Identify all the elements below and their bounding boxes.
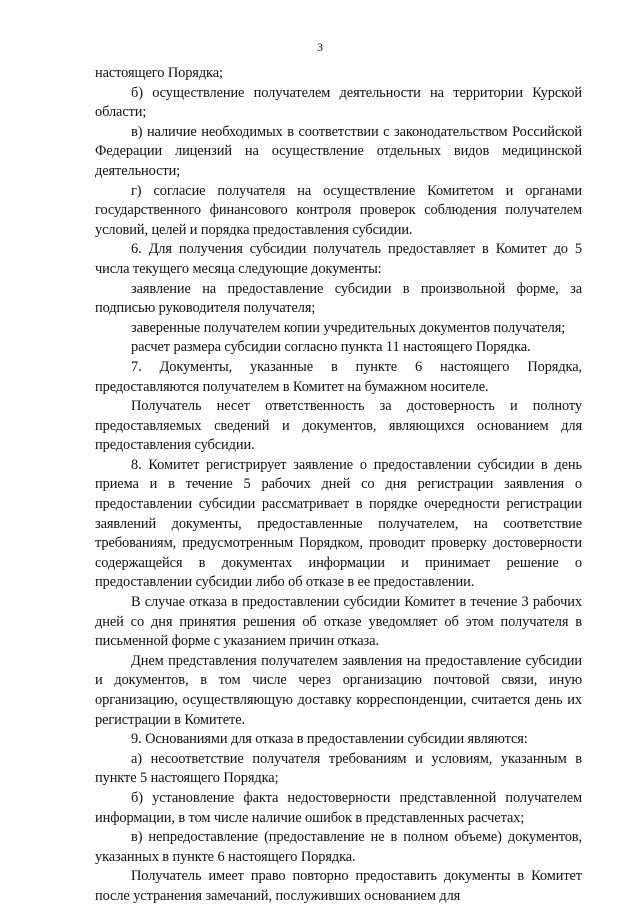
paragraph: г) согласие получателя на осуществление Комитетом и органами государственного финансового контроля проверок соблюдения получателем условий, целей и порядка предоставления субсидии. bbox=[95, 182, 582, 238]
paragraph: в) наличие необходимых в соответствии с законодательством Российской Федерации лицензий на осуществление отдельных видов медицинской деятельности; bbox=[95, 123, 582, 179]
paragraph: 7. Документы, указанные в пункте 6 настоящего Порядка, предоставляются получателем в Комитет на бумажном носителе. bbox=[95, 358, 582, 395]
paragraph: Получатель несет ответственность за достоверность и полноту предоставляемых сведений и документов, являющихся основанием для предоставления субсидии. bbox=[95, 398, 582, 454]
paragraph: б) установление факта недостоверности представленной получателем информации, в том числе наличие ошибок в представленных расчетах; bbox=[95, 789, 582, 826]
paragraph: а) несоответствие получателя требованиям и условиям, указанным в пункте 5 настоящего Порядка; bbox=[95, 750, 582, 787]
paragraph: настоящего Порядка; bbox=[95, 65, 223, 81]
paragraph: 8. Комитет регистрирует заявление о предоставлении субсидии в день приема и в течение 5 рабочих дней со дня регистрации заявления о предоставлении субсидии рассматривает в порядке очередности регистрации заявлений документы, предоставленные получателем, на соответствие требованиям, предусмотренным Порядком, проводит проверку достоверности содержащейся в документах информации и принимает решение о предоставлении субсидии либо об отказе в ее предоставлении. bbox=[95, 456, 582, 591]
paragraph: заверенные получателем копии учредительных документов получателя; bbox=[131, 319, 566, 336]
paragraph: 6. Для получения субсидии получатель предоставляет в Комитет до 5 числа текущего месяца следующие документы: bbox=[95, 241, 582, 277]
page-number: 3 bbox=[317, 40, 323, 54]
paragraph: 9. Основаниями для отказа в предоставлении субсидии являются: bbox=[131, 731, 528, 748]
paragraph: заявление на предоставление субсидии в произвольной форме, за подписью руководителя получателя; bbox=[95, 280, 582, 317]
paragraph: Днем представления получателем заявления на предоставление субсидии и документов, в том числе через организацию почтовой связи, иную организацию, осуществляющую доставку корреспонденции, считается день их регистрации в Комитете. bbox=[95, 652, 582, 728]
paragraph: расчет размера субсидии согласно пункта 11 настоящего Порядка. bbox=[131, 339, 531, 356]
paragraph: б) осуществление получателем деятельности на территории Курской области; bbox=[95, 84, 582, 121]
document-body bbox=[95, 64, 582, 907]
paragraph: в) непредоставление (предоставление не в полном объеме) документов, указанных в пункте 6 настоящего Порядка. bbox=[95, 829, 582, 865]
paragraph: Получатель имеет право повторно предоставить документы в Комитет после устранения замечаний, послуживших основанием для bbox=[95, 868, 582, 904]
paragraph: В случае отказа в предоставлении субсидии Комитет в течение 3 рабочих дней со дня принятия решения об отказе уведомляет об этом получателя в письменной форме с указанием причин отказа. bbox=[95, 594, 582, 650]
